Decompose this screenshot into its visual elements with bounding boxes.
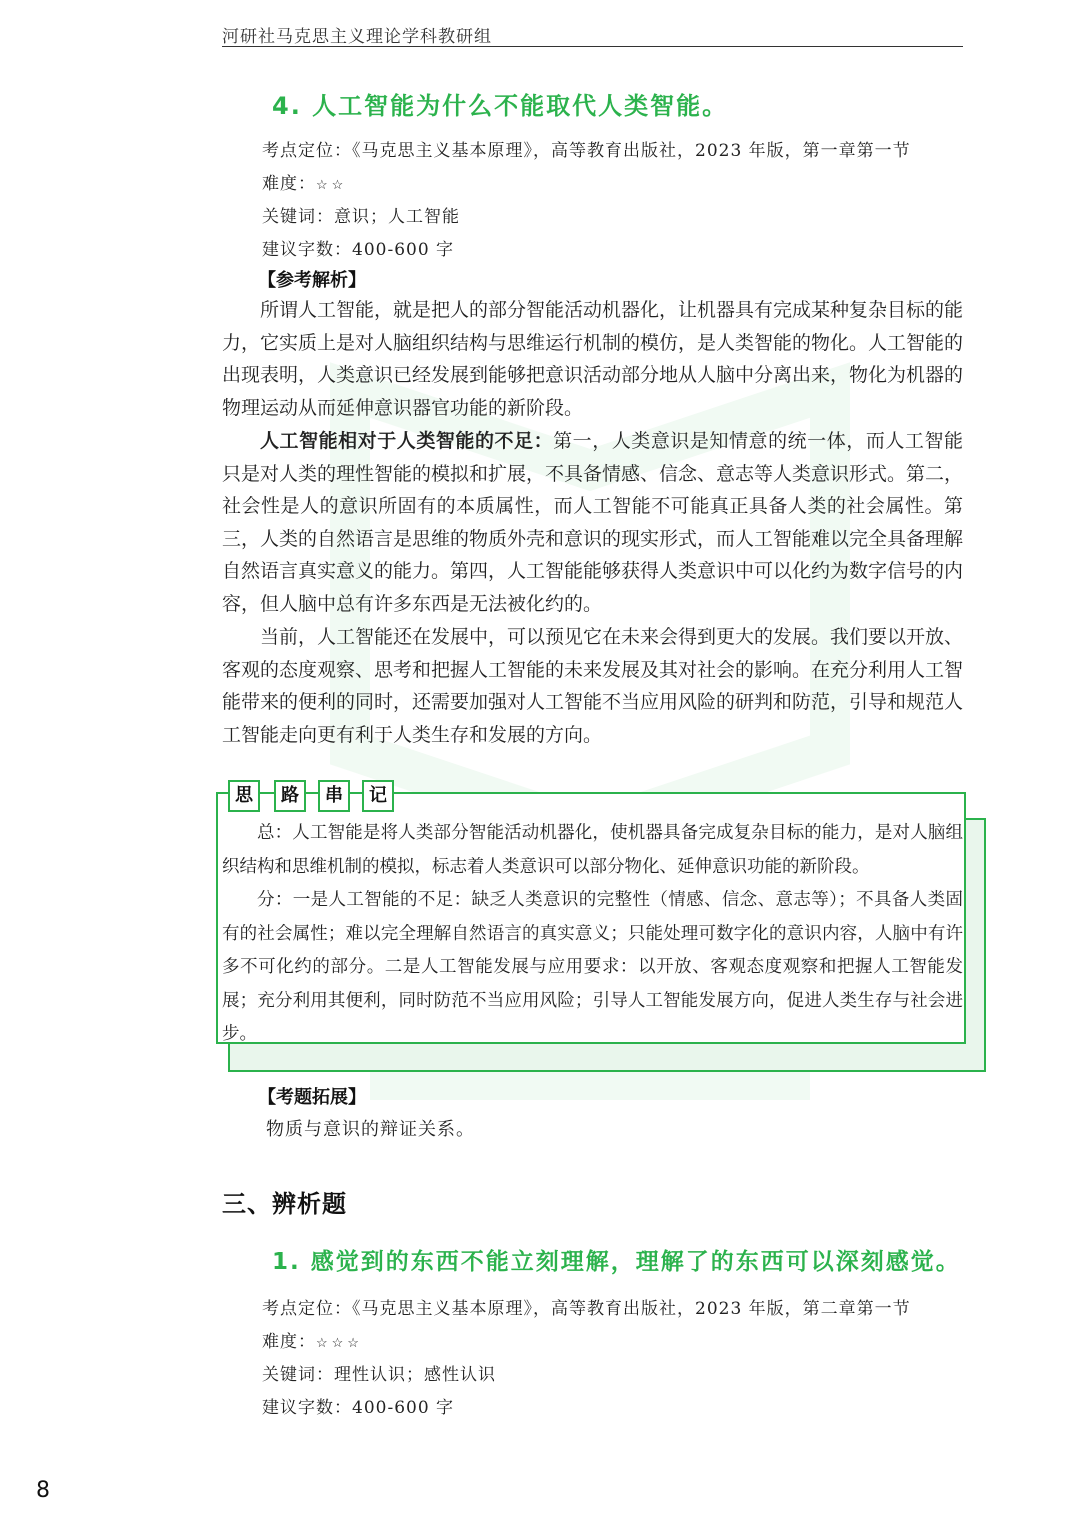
meta-wordcount-label-2: 建议字数：	[262, 1398, 352, 1418]
meta-wordcount-value: 400-600 字	[352, 240, 455, 260]
meta-wordcount-label: 建议字数：	[262, 240, 352, 260]
meta-difficulty-label: 难度：	[262, 174, 316, 194]
analysis-paragraph-2-body: 第一，人类意识是知情意的统一体，而人工智能只是对人类的理性智能的模拟和扩展，不具备情感、信念、意志等人类意识形式。第二，社会性是人的意识所固有的本质属性，而人工智能不可能真正具备人类的社会属性。第三，人类的自然语言是思维的物质外壳和意识的现实形式，而人工智能难以完全具备理解自然语言真实意义的能力。第四，人工智能能够获得人类意识中可以化约为数字信号的内容，但人脑中总有许多东西是无法被化约的。	[222, 430, 964, 615]
analysis-paragraph-1: 所谓人工智能，就是把人的部分智能活动机器化，让机器具有完成某种复杂目标的能力，它实质上是对人脑组织结构与思维运行机制的模仿，是人类智能的物化。人工智能的出现表明，人类意识已经发展到能够把意识活动部分地从人脑中分离出来，物化为机器的物理运动从而延伸意识器官功能的新阶段。	[222, 299, 964, 419]
question-title: 4. 人工智能为什么不能取代人类智能。	[272, 92, 729, 120]
summary-paragraph-2: 分：一是人工智能的不足：缺乏人类意识的完整性（情感、信念、意志等）；不具备人类固有的社会属性；难以完全理解自然语言的真实意义；只能处理可数字化的意识内容，人脑中有许多不可化约的部分。二是人工智能发展与应用要求：以开放、客观态度观察和把握人工智能发展；充分利用其便利，同时防范不当应用风险；引导人工智能发展方向，促进人类生存与社会进步。	[222, 890, 963, 1044]
meta-wordcount	[262, 235, 454, 260]
meta-wordcount-2	[262, 1393, 454, 1418]
meta-keywords-value: 意识；人工智能	[334, 207, 460, 227]
analysis-paragraph-2	[222, 425, 963, 621]
analysis-tag: 【参考解析】	[258, 270, 366, 291]
meta-keywords-2	[262, 1360, 496, 1385]
meta-position-2	[262, 1294, 911, 1319]
meta-keywords	[262, 202, 460, 227]
summary-tab-2: 路	[274, 780, 306, 812]
analysis-paragraph-2-lead: 人工智能相对于人类智能的不足：	[260, 430, 554, 452]
meta-wordcount-value-2: 400-600 字	[352, 1398, 455, 1418]
meta-position	[262, 136, 911, 161]
header-title: 河研社马克思主义理论学科教研组	[222, 27, 492, 47]
star-icon: ☆☆	[316, 178, 348, 193]
summary-paragraph-1: 总：人工智能是将人类部分智能活动机器化，使机器具备完成复杂目标的能力，是对人脑组织结构和思维机制的模拟，标志着人类意识可以部分物化、延伸意识功能的新阶段。	[222, 823, 963, 877]
summary-tab-3: 串	[318, 780, 350, 812]
meta-position-value: 《马克思主义基本原理》，高等教育出版社，2023 年版，第一章第一节	[352, 141, 911, 161]
meta-position-label-2: 考点定位：	[262, 1299, 352, 1319]
meta-difficulty	[262, 169, 347, 194]
summary-tab-4: 记	[362, 780, 394, 812]
question-title-2: 1. 感觉到的东西不能立刻理解，理解了的东西可以深刻感觉。	[272, 1249, 961, 1275]
meta-difficulty-label-2: 难度：	[262, 1332, 316, 1352]
meta-position-label: 考点定位：	[262, 141, 352, 161]
header-divider	[222, 46, 963, 47]
extension-tag: 【考题拓展】	[258, 1087, 366, 1108]
meta-keywords-label-2: 关键词：	[262, 1365, 334, 1385]
extension-text: 物质与意识的辩证关系。	[266, 1119, 475, 1140]
summary-tab-1: 思	[228, 780, 260, 812]
meta-position-value-2: 《马克思主义基本原理》，高等教育出版社，2023 年版，第二章第一节	[352, 1299, 911, 1319]
meta-keywords-label: 关键词：	[262, 207, 334, 227]
section-heading: 三、辨析题	[222, 1190, 347, 1218]
meta-difficulty-2	[262, 1327, 363, 1352]
star-icon-2: ☆☆☆	[316, 1336, 363, 1351]
page-number: 8	[36, 1478, 50, 1503]
meta-keywords-value-2: 理性认识；感性认识	[334, 1365, 496, 1385]
analysis-paragraph-3: 当前，人工智能还在发展中，可以预见它在未来会得到更大的发展。我们要以开放、客观的态度观察、思考和把握人工智能的未来发展及其对社会的影响。在充分利用人工智能带来的便利的同时，还需要加强对人工智能不当应用风险的研判和防范，引导和规范人工智能走向更有利于人类生存和发展的方向。	[222, 626, 964, 746]
